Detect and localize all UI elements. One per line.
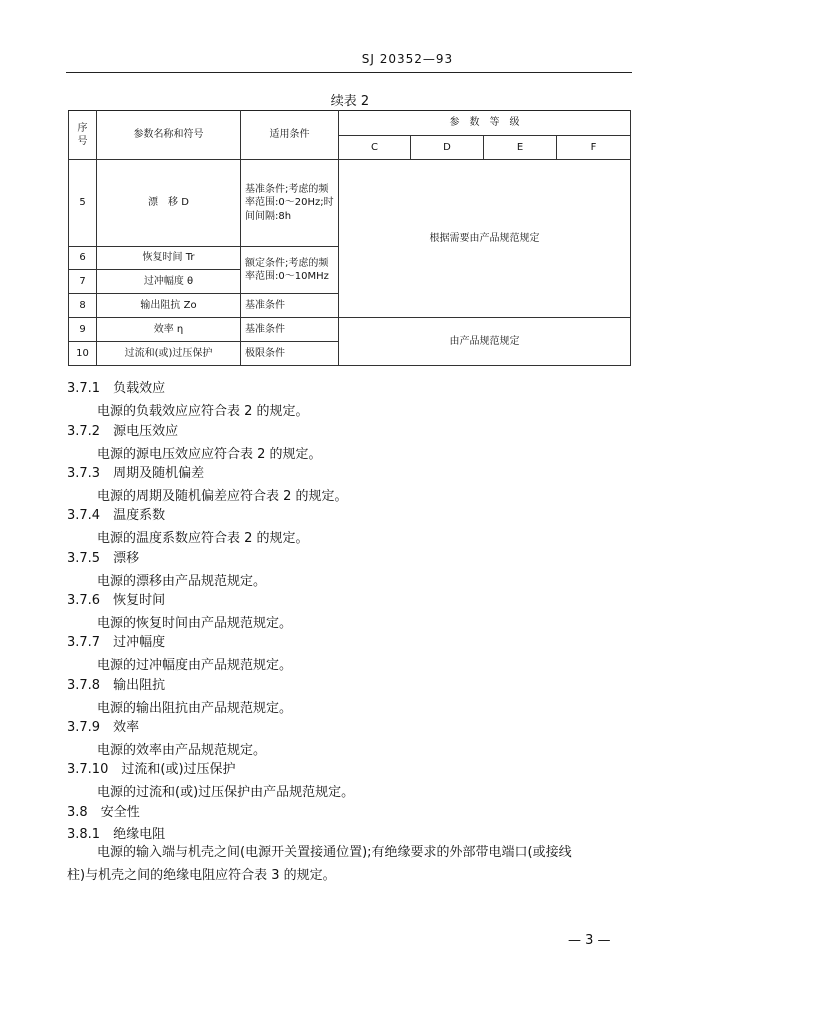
header-param-name: 参数名称和符号 bbox=[97, 111, 241, 160]
section-heading: 3.7.4 温度系数 bbox=[67, 508, 166, 523]
section-heading: 3.7.1 负载效应 bbox=[67, 381, 166, 396]
row-condition: 基准条件;考虑的频率范围:0～20Hz;时间间隔:8h bbox=[241, 160, 339, 247]
header-grade: 参 数 等 级 bbox=[339, 111, 631, 136]
grade-f: F bbox=[557, 136, 631, 160]
section-heading: 3.7.3 周期及随机偏差 bbox=[67, 466, 205, 481]
section-heading: 3.8 安全性 bbox=[67, 805, 140, 820]
row-condition: 极限条件 bbox=[241, 342, 339, 366]
row-condition: 额定条件;考虑的频率范围:0～10MHz bbox=[241, 247, 339, 294]
section-heading: 3.8.1 绝缘电阻 bbox=[67, 827, 166, 842]
row-condition: 基准条件 bbox=[241, 294, 339, 318]
section-text-continued: 柱)与机壳之间的绝缘电阻应符合表 3 的规定。 bbox=[67, 868, 336, 883]
row-seq: 10 bbox=[69, 342, 97, 366]
row-seq: 6 bbox=[69, 247, 97, 270]
section-text: 电源的漂移由产品规范规定。 bbox=[97, 574, 267, 589]
grade-c: C bbox=[339, 136, 411, 160]
header-seq: 序号 bbox=[69, 111, 97, 160]
row-param: 过冲幅度 θ bbox=[97, 270, 241, 294]
row-param: 输出阻抗 Zo bbox=[97, 294, 241, 318]
row-param: 过流和(或)过压保护 bbox=[97, 342, 241, 366]
section-heading: 3.7.5 漂移 bbox=[67, 551, 140, 566]
section-heading: 3.7.8 输出阻抗 bbox=[67, 678, 166, 693]
section-text: 电源的效率由产品规范规定。 bbox=[97, 743, 267, 758]
header-condition: 适用条件 bbox=[241, 111, 339, 160]
grade-d: D bbox=[411, 136, 484, 160]
section-text: 电源的过冲幅度由产品规范规定。 bbox=[97, 658, 293, 673]
row-param: 恢复时间 Tr bbox=[97, 247, 241, 270]
row-condition: 基准条件 bbox=[241, 318, 339, 342]
row-param: 效率 η bbox=[97, 318, 241, 342]
section-text: 电源的周期及随机偏差应符合表 2 的规定。 bbox=[97, 489, 348, 504]
section-text: 电源的输入端与机壳之间(电源开关置接通位置);有绝缘要求的外部带电端口(或接线 bbox=[97, 845, 572, 860]
page-number: — 3 — bbox=[568, 933, 611, 948]
section-text: 电源的负载效应应符合表 2 的规定。 bbox=[97, 404, 309, 419]
row-seq: 7 bbox=[69, 270, 97, 294]
section-text: 电源的温度系数应符合表 2 的规定。 bbox=[97, 531, 309, 546]
section-heading: 3.7.2 源电压效应 bbox=[67, 424, 179, 439]
section-heading: 3.7.9 效率 bbox=[67, 720, 140, 735]
row-param: 漂 移 D bbox=[97, 160, 241, 247]
table-caption: 续表 2 bbox=[330, 94, 370, 109]
row-seq: 5 bbox=[69, 160, 97, 247]
merged-note-1: 根据需要由产品规范规定 bbox=[339, 160, 631, 318]
section-heading: 3.7.10 过流和(或)过压保护 bbox=[67, 762, 236, 777]
section-text: 电源的输出阻抗由产品规范规定。 bbox=[97, 701, 293, 716]
section-text: 电源的恢复时间由产品规范规定。 bbox=[97, 616, 293, 631]
row-seq: 9 bbox=[69, 318, 97, 342]
section-text: 电源的源电压效应应符合表 2 的规定。 bbox=[97, 447, 322, 462]
section-heading: 3.7.6 恢复时间 bbox=[67, 593, 166, 608]
section-heading: 3.7.7 过冲幅度 bbox=[67, 635, 166, 650]
section-text: 电源的过流和(或)过压保护由产品规范规定。 bbox=[97, 785, 355, 800]
grade-e: E bbox=[484, 136, 557, 160]
standard-code-header: SJ 20352—93 bbox=[361, 52, 454, 66]
merged-note-2: 由产品规范规定 bbox=[339, 318, 631, 366]
row-seq: 8 bbox=[69, 294, 97, 318]
